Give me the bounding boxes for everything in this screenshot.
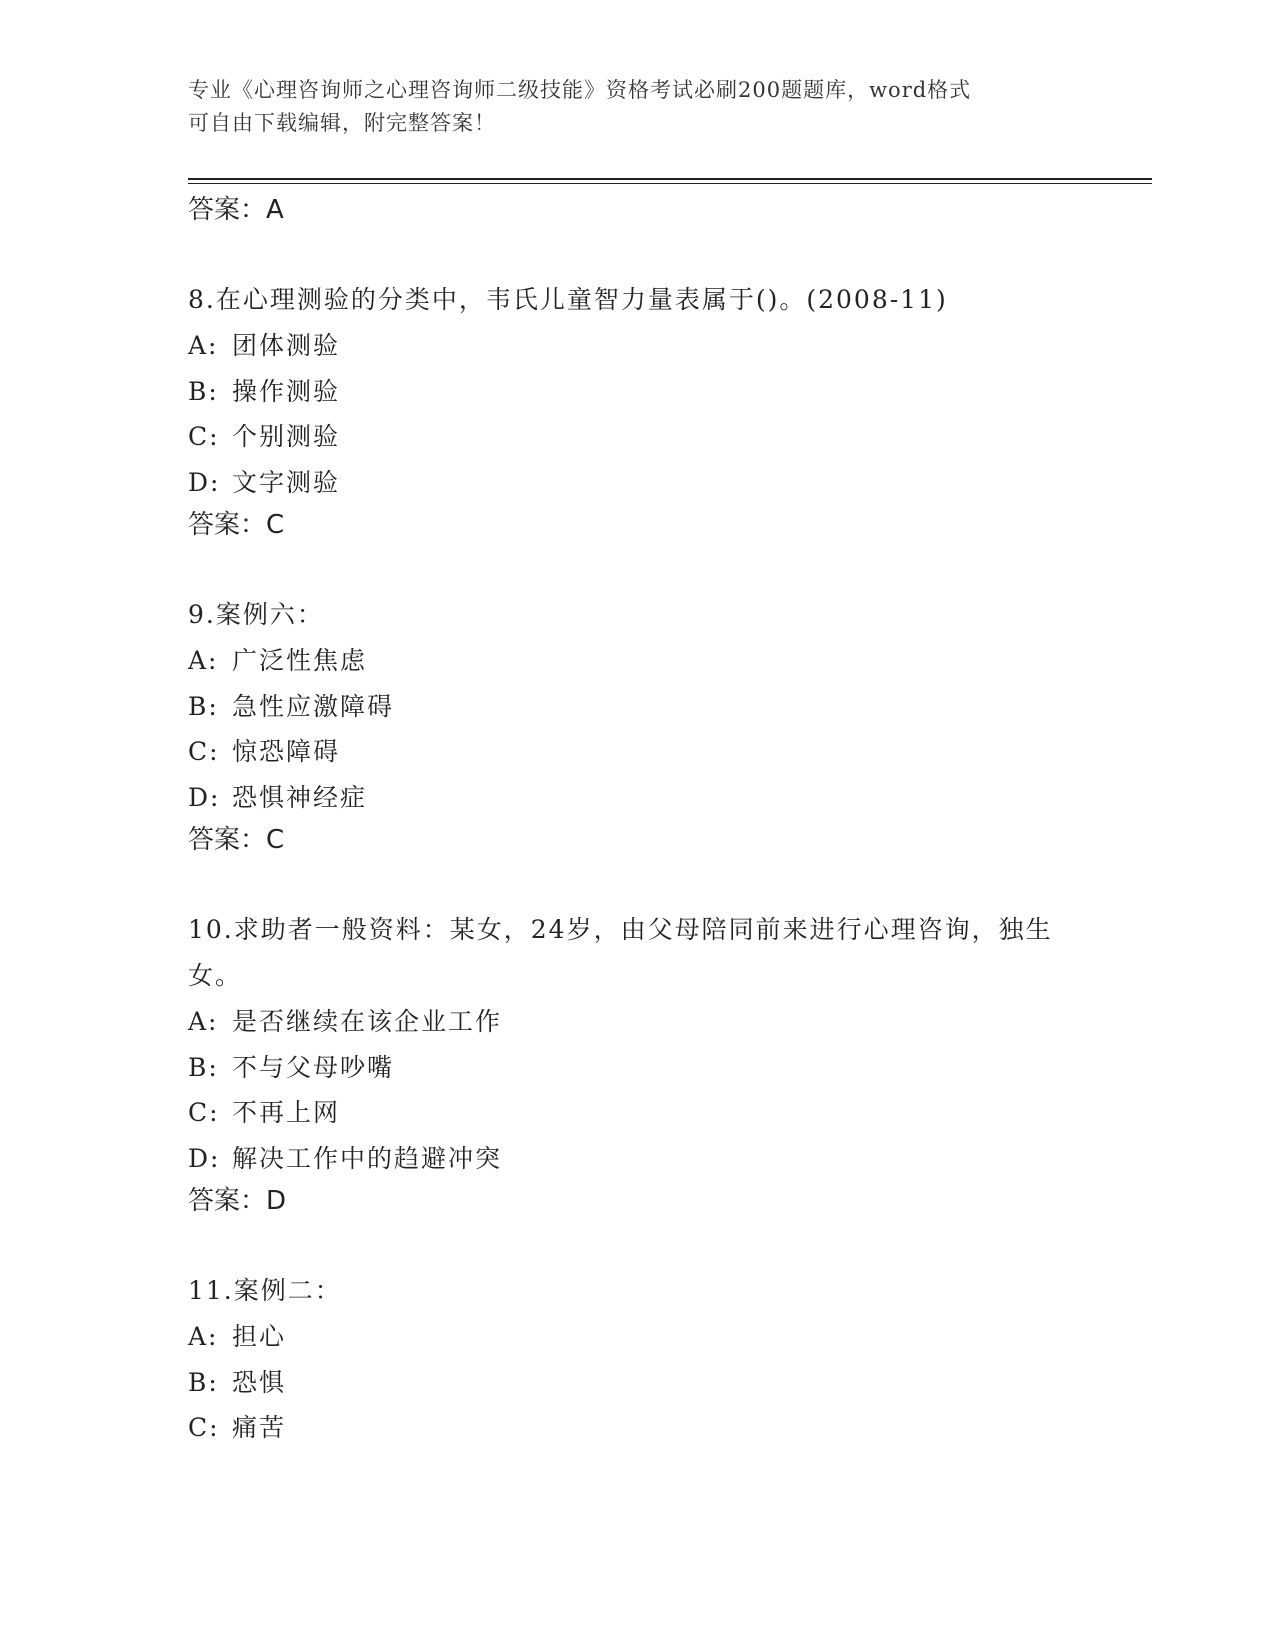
option-a [188,638,1088,684]
option-a [188,1314,1088,1360]
option-d [188,460,1088,506]
option-c [188,1090,1088,1136]
option-text: 痛苦 [232,1413,287,1442]
question-item [188,1268,1088,1451]
question-stem: 10.求助者一般资料：某女，24岁，由父母陪同前来进行心理咨询，独生女。 [188,915,1053,990]
option-a [188,999,1088,1045]
option-letter: A: [188,331,219,360]
option-letter: C: [188,422,220,451]
option-letter: C: [188,1098,220,1127]
option-letter: A: [188,1322,219,1351]
option-text: 文字测验 [232,467,341,497]
answer-line: 答案：C [188,510,285,540]
document-header [188,74,1088,140]
question-item [188,907,1088,1221]
option-text: 个别测验 [232,422,341,451]
question-stem: 11.案例二： [188,1276,342,1305]
option-text: 不与父母吵嘴 [232,1052,395,1082]
option-c [188,729,1088,775]
option-text: 担心 [232,1322,287,1351]
option-a [188,323,1088,369]
option-letter: A: [188,646,219,675]
option-text: 不再上网 [232,1098,341,1127]
question-stem: 9.案例六： [188,600,324,629]
option-text: 解决工作中的趋避冲突 [232,1143,503,1173]
option-letter: B: [188,1052,219,1082]
header-divider-thin [188,183,1152,184]
option-c [188,1405,1088,1451]
question-item [188,592,1088,860]
option-text: 是否继续在该企业工作 [232,1007,503,1036]
option-b [188,684,1088,730]
header-line-2: 可自由下载编辑，附完整答案！ [188,111,496,135]
option-letter: D: [188,467,221,497]
answer-line: 答案：D [188,1186,287,1216]
option-d [188,1136,1088,1182]
option-c [188,414,1088,460]
option-text: 团体测验 [232,331,341,360]
option-d [188,775,1088,821]
header-divider-thick [188,178,1152,180]
option-letter: C: [188,737,220,766]
option-b [188,369,1088,415]
option-letter: B: [188,1367,219,1397]
answer-line: 答案：C [188,825,285,855]
option-b [188,1045,1088,1091]
option-letter: C: [188,1413,220,1442]
option-text: 惊恐障碍 [232,737,341,766]
option-letter: B: [188,691,219,721]
option-letter: D: [188,1143,221,1173]
option-letter: B: [188,376,219,406]
option-b [188,1360,1088,1406]
answer-line: 答案：A [188,195,284,225]
header-line-1: 专业《心理咨询师之心理咨询师二级技能》资格考试必刷200题题库，word格式 [188,78,972,102]
option-text: 操作测验 [232,376,341,406]
question-list [188,190,1088,1498]
question-item [188,277,1088,545]
option-text: 恐惧 [232,1367,287,1397]
option-text: 恐惧神经症 [232,782,368,812]
question-stem: 8.在心理测验的分类中，韦氏儿童智力量表属于()。(2008-11) [188,285,948,314]
option-letter: A: [188,1007,219,1036]
option-text: 广泛性焦虑 [232,646,368,675]
option-text: 急性应激障碍 [232,691,395,721]
option-letter: D: [188,782,221,812]
